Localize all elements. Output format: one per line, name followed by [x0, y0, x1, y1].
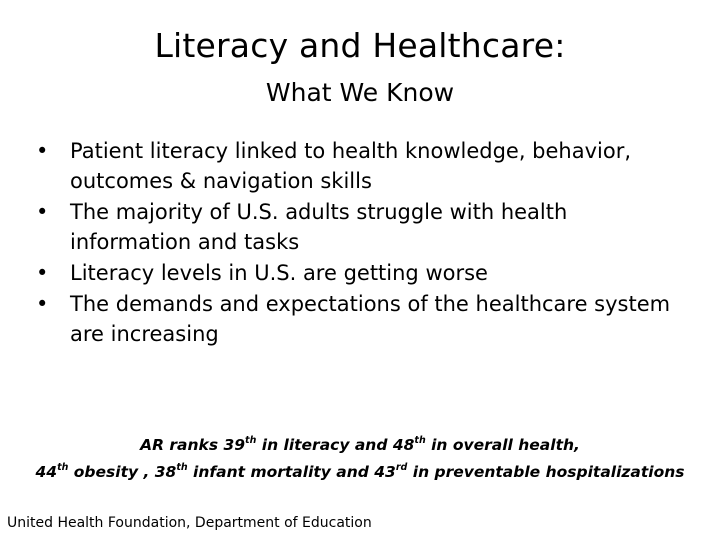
ordinal-suffix: th [245, 435, 257, 446]
bullet-text: The demands and expectations of the healthcare system are increasing [70, 292, 671, 346]
bullet-marker: • [36, 292, 49, 316]
bullet-marker: • [36, 200, 49, 224]
statistics-line-1 [0, 432, 720, 459]
ordinal-suffix: rd [395, 462, 408, 473]
ordinal-suffix: th [176, 462, 188, 473]
bullet-text: Patient literacy linked to health knowledge, behavior, outcomes & navigation skills [70, 139, 632, 193]
bullet-text: Literacy levels in U.S. are getting worse [70, 261, 488, 285]
bullet-item [34, 197, 694, 257]
bullet-list [34, 136, 694, 350]
statistics-line-2 [0, 459, 720, 486]
bullet-text: The majority of U.S. adults struggle with health information and tasks [70, 200, 568, 254]
stat-text: AR ranks 39 [140, 436, 246, 454]
stat-text: in literacy and 48 [256, 436, 415, 454]
source-citation: United Health Foundation, Department of Education [7, 515, 372, 531]
statistics-block [0, 432, 720, 486]
stat-text: obesity , 38 [68, 463, 177, 481]
slide-subtitle: What We Know [265, 78, 455, 107]
stat-text: 44 [35, 463, 58, 481]
stat-text: in overall health, [425, 436, 580, 454]
bullet-item [34, 289, 694, 349]
ordinal-suffix: th [414, 435, 426, 446]
ordinal-suffix: th [57, 462, 69, 473]
bullet-marker: • [36, 139, 49, 163]
slide-title: Literacy and Healthcare: [154, 26, 566, 65]
stat-text: infant mortality and 43 [187, 463, 396, 481]
bullet-item [34, 136, 694, 196]
bullet-item [34, 258, 694, 288]
bullet-marker: • [36, 261, 49, 285]
stat-text: in preventable hospitalizations [407, 463, 685, 481]
